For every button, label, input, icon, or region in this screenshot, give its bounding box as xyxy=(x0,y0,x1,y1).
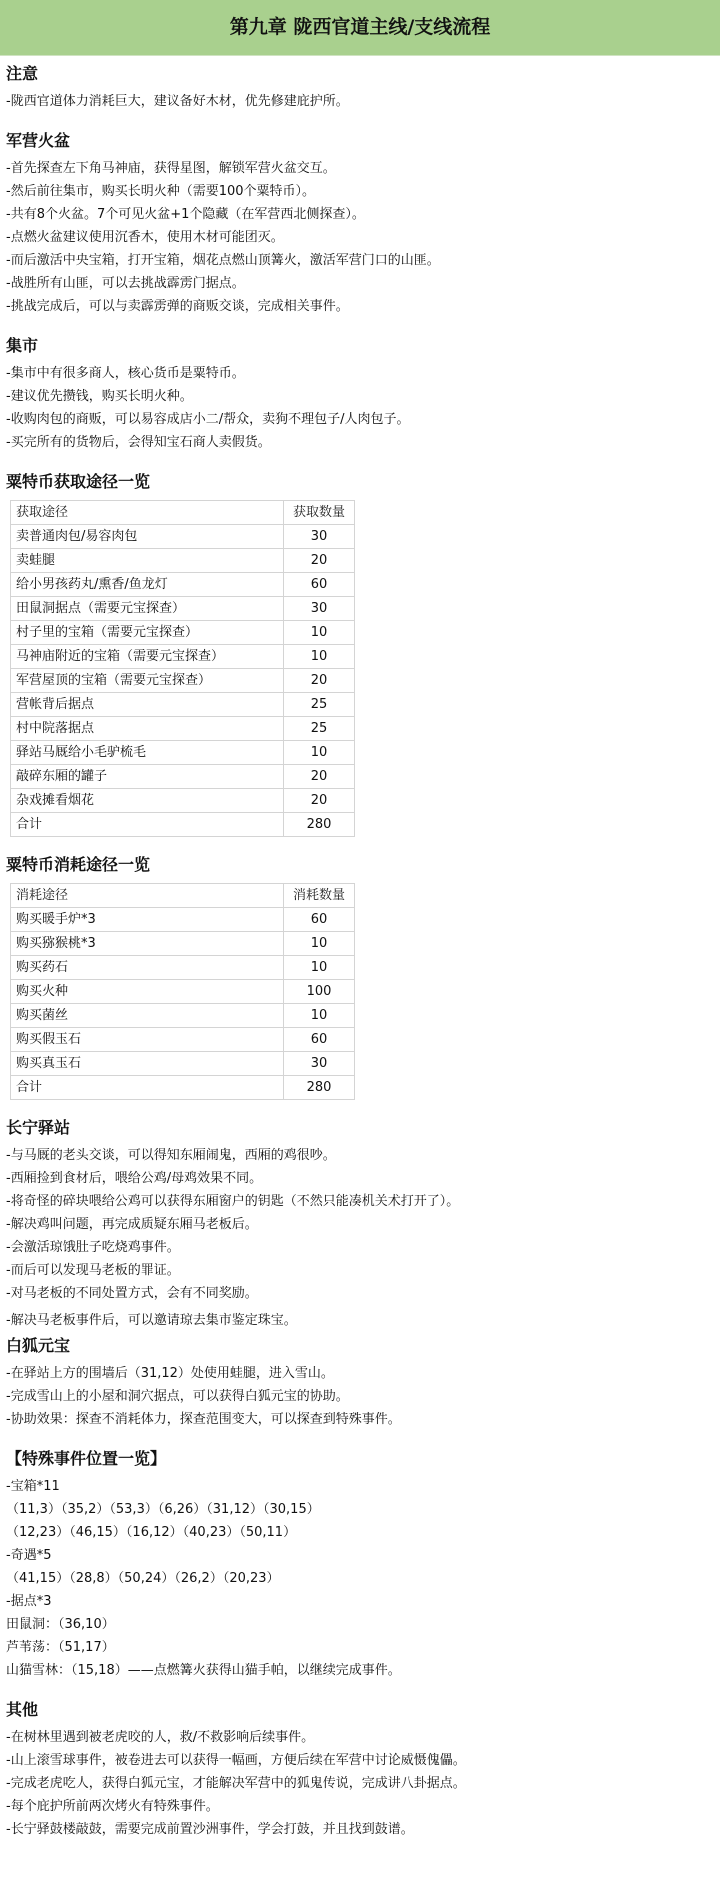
table-cell: 驿站马厩给小毛驴梳毛 xyxy=(11,741,284,765)
income-table xyxy=(10,500,355,837)
page-title-banner xyxy=(0,0,720,56)
table-cell: 敲碎东厢的罐子 xyxy=(11,765,284,789)
table-header-row xyxy=(11,884,355,908)
section-heading: 白狐元宝 xyxy=(6,1336,71,1355)
section-income-table xyxy=(6,468,714,837)
text-line: -在树林里遇到被老虎咬的人，救/不救影响后续事件。 xyxy=(6,1730,315,1745)
text-line: -对马老板的不同处置方式，会有不同奖励。 xyxy=(6,1286,258,1301)
section-white-fox xyxy=(6,1332,714,1431)
text-line: （12,23）（46,15）（16,12）（40,23）（50,11） xyxy=(6,1525,297,1540)
text-line: -集市中有很多商人，核心货币是粟特币。 xyxy=(6,366,245,381)
text-line: -奇遇*5 xyxy=(6,1548,52,1563)
table-row xyxy=(11,525,355,549)
section-heading: 注意 xyxy=(6,64,39,83)
text-line: -会激活琼饿肚子吃烧鸡事件。 xyxy=(6,1240,180,1255)
text-line: 田鼠洞：（36,10） xyxy=(6,1617,115,1632)
table-row xyxy=(11,1004,355,1028)
table-cell: 25 xyxy=(284,717,355,741)
table-row xyxy=(11,1052,355,1076)
table-header-cell: 消耗途径 xyxy=(11,884,284,908)
table-cell: 25 xyxy=(284,693,355,717)
table-header-cell: 获取途径 xyxy=(11,501,284,525)
table-row xyxy=(11,932,355,956)
table-cell: 杂戏摊看烟花 xyxy=(11,789,284,813)
table-cell: 10 xyxy=(284,741,355,765)
table-total-row xyxy=(11,1076,355,1100)
table-cell: 购买猕猴桃*3 xyxy=(11,932,284,956)
text-line: -建议优先攒钱，购买长明火种。 xyxy=(6,389,193,404)
text-line: （11,3）（35,2）（53,3）（6,26）（31,12）（30,15） xyxy=(6,1502,320,1517)
table-header-cell: 获取数量 xyxy=(284,501,355,525)
table-cell: 购买假玉石 xyxy=(11,1028,284,1052)
text-line: -共有8个火盆。7个可见火盆+1个隐藏（在军营西北侧探查）。 xyxy=(6,207,365,222)
text-line: -而后激活中央宝箱，打开宝箱，烟花点燃山顶篝火，激活军营门口的山匪。 xyxy=(6,253,440,268)
section-heading: 【特殊事件位置一览】 xyxy=(6,1449,167,1468)
spend-table xyxy=(10,883,355,1100)
table-row xyxy=(11,549,355,573)
page-title: 第九章 陇西官道主线/支线流程 xyxy=(229,16,491,38)
section-other xyxy=(6,1696,714,1841)
table-cell: 卖蛙腿 xyxy=(11,549,284,573)
table-cell: 60 xyxy=(284,573,355,597)
text-line: -协助效果：探查不消耗体力，探查范围变大，可以探查到特殊事件。 xyxy=(6,1412,401,1427)
text-line: 芦苇荡：（51,17） xyxy=(6,1640,115,1655)
text-line: -西厢捡到食材后，喂给公鸡/母鸡效果不同。 xyxy=(6,1171,263,1186)
table-row xyxy=(11,908,355,932)
text-line: -挑战完成后，可以与卖霹雳弹的商贩交谈，完成相关事件。 xyxy=(6,299,349,314)
table-cell: 10 xyxy=(284,645,355,669)
table-row xyxy=(11,1028,355,1052)
table-cell: 280 xyxy=(284,1076,355,1100)
table-cell: 60 xyxy=(284,908,355,932)
table-cell: 10 xyxy=(284,956,355,980)
table-row xyxy=(11,980,355,1004)
table-cell: 给小男孩药丸/熏香/鱼龙灯 xyxy=(11,573,284,597)
table-cell: 合计 xyxy=(11,1076,284,1100)
text-line: -完成老虎吃人，获得白狐元宝，才能解决军营中的狐鬼传说，完成讲八卦据点。 xyxy=(6,1776,466,1791)
text-line: -据点*3 xyxy=(6,1594,52,1609)
text-line: -每个庇护所前两次烤火有特殊事件。 xyxy=(6,1799,219,1814)
table-cell: 280 xyxy=(284,813,355,837)
section-changning-station xyxy=(6,1114,714,1332)
table-cell: 购买真玉石 xyxy=(11,1052,284,1076)
table-cell: 10 xyxy=(284,1004,355,1028)
text-line: 山猫雪林：（15,18）——点燃篝火获得山猫手帕，以继续完成事件。 xyxy=(6,1663,401,1678)
table-cell: 60 xyxy=(284,1028,355,1052)
table-cell: 购买火种 xyxy=(11,980,284,1004)
section-heading: 粟特币获取途径一览 xyxy=(6,472,151,491)
text-line: -点燃火盆建议使用沉香木，使用木材可能团灭。 xyxy=(6,230,284,245)
text-line: -将奇怪的碎块喂给公鸡可以获得东厢窗户的钥匙（不然只能凑机关术打开了）。 xyxy=(6,1194,460,1209)
table-cell: 20 xyxy=(284,669,355,693)
text-line: -收购肉包的商贩，可以易容成店小二/帮众，卖狗不理包子/人肉包子。 xyxy=(6,412,410,427)
table-row xyxy=(11,956,355,980)
text-line: -长宁驿鼓楼敲鼓，需要完成前置沙洲事件，学会打鼓，并且找到鼓谱。 xyxy=(6,1822,414,1837)
table-cell: 100 xyxy=(284,980,355,1004)
table-row xyxy=(11,741,355,765)
table-cell: 10 xyxy=(284,932,355,956)
text-line: -而后可以发现马老板的罪证。 xyxy=(6,1263,180,1278)
table-cell: 20 xyxy=(284,765,355,789)
text-line: -首先探查左下角马神庙，获得星图，解锁军营火盆交互。 xyxy=(6,161,336,176)
table-row xyxy=(11,597,355,621)
text-line: -解决鸡叫问题，再完成质疑东厢马老板后。 xyxy=(6,1217,258,1232)
table-row xyxy=(11,765,355,789)
text-line: -与马厩的老头交谈，可以得知东厢闹鬼，西厢的鸡很吵。 xyxy=(6,1148,336,1163)
text-line: -完成雪山上的小屋和洞穴据点，可以获得白狐元宝的协助。 xyxy=(6,1389,349,1404)
document-body xyxy=(0,60,720,1841)
text-line: -买完所有的货物后，会得知宝石商人卖假货。 xyxy=(6,435,271,450)
text-line: -战胜所有山匪，可以去挑战霹雳门据点。 xyxy=(6,276,245,291)
table-row xyxy=(11,645,355,669)
section-heading: 粟特币消耗途径一览 xyxy=(6,855,151,874)
text-line: -解决马老板事件后，可以邀请琼去集市鉴定珠宝。 xyxy=(6,1313,297,1328)
table-cell: 20 xyxy=(284,549,355,573)
table-cell: 购买菌丝 xyxy=(11,1004,284,1028)
table-cell: 10 xyxy=(284,621,355,645)
section-heading: 集市 xyxy=(6,336,39,355)
section-market xyxy=(6,332,714,454)
table-row xyxy=(11,693,355,717)
table-row xyxy=(11,717,355,741)
table-header-row xyxy=(11,501,355,525)
table-cell: 30 xyxy=(284,525,355,549)
table-cell: 村子里的宝箱（需要元宝探查） xyxy=(11,621,284,645)
table-cell: 购买暖手炉*3 xyxy=(11,908,284,932)
section-heading: 其他 xyxy=(6,1700,39,1719)
table-cell: 军营屋顶的宝箱（需要元宝探查） xyxy=(11,669,284,693)
table-cell: 营帐背后据点 xyxy=(11,693,284,717)
table-row xyxy=(11,789,355,813)
table-cell: 马神庙附近的宝箱（需要元宝探查） xyxy=(11,645,284,669)
section-camp-brazier xyxy=(6,127,714,318)
text-line: -在驿站上方的围墙后（31,12）处使用蛙腿，进入雪山。 xyxy=(6,1366,334,1381)
text-line: -宝箱*11 xyxy=(6,1479,60,1494)
table-row xyxy=(11,669,355,693)
text-line: -然后前往集市，购买长明火种（需要100个粟特币）。 xyxy=(6,184,316,199)
table-cell: 田鼠洞据点（需要元宝探查） xyxy=(11,597,284,621)
section-heading: 军营火盆 xyxy=(6,131,71,150)
text-line: -陇西官道体力消耗巨大，建议备好木材，优先修建庇护所。 xyxy=(6,94,349,109)
text-line: -山上滚雪球事件，被卷进去可以获得一幅画，方便后续在军营中讨论威慑傀儡。 xyxy=(6,1753,466,1768)
section-notice xyxy=(6,60,714,113)
section-special-events xyxy=(6,1445,714,1682)
section-spend-table xyxy=(6,851,714,1100)
table-cell: 卖普通肉包/易容肉包 xyxy=(11,525,284,549)
table-row xyxy=(11,621,355,645)
table-cell: 村中院落据点 xyxy=(11,717,284,741)
text-line: （41,15）（28,8）（50,24）（26,2）（20,23） xyxy=(6,1571,280,1586)
table-total-row xyxy=(11,813,355,837)
table-row xyxy=(11,573,355,597)
table-cell: 合计 xyxy=(11,813,284,837)
table-cell: 20 xyxy=(284,789,355,813)
table-cell: 购买药石 xyxy=(11,956,284,980)
table-cell: 30 xyxy=(284,597,355,621)
section-heading: 长宁驿站 xyxy=(6,1118,71,1137)
table-header-cell: 消耗数量 xyxy=(284,884,355,908)
table-cell: 30 xyxy=(284,1052,355,1076)
